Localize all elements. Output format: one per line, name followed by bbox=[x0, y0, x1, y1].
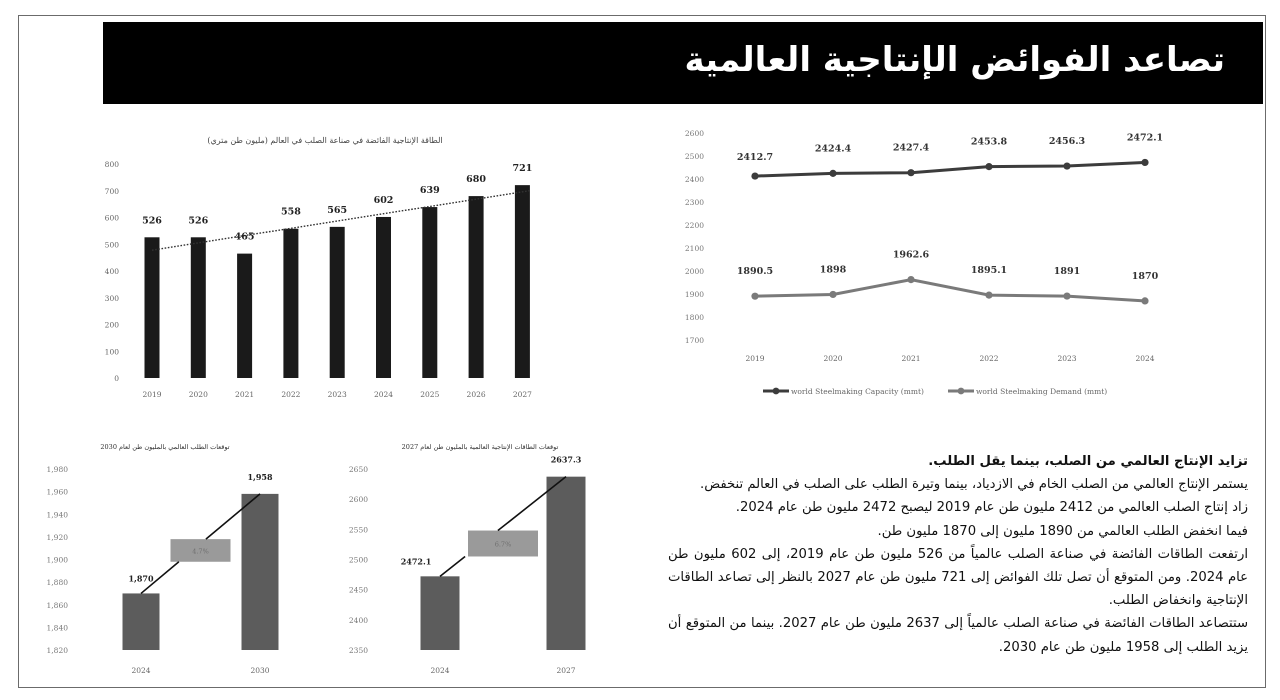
data-point bbox=[1141, 297, 1148, 304]
bar-value-label: 465 bbox=[234, 231, 255, 243]
data-point bbox=[985, 163, 992, 170]
bar-2024 bbox=[123, 593, 160, 650]
y-tick-label: 1,860 bbox=[46, 600, 68, 610]
demand-line bbox=[755, 280, 1145, 301]
bar-value-label: 565 bbox=[327, 204, 348, 216]
data-point bbox=[751, 293, 758, 300]
data-point bbox=[1141, 159, 1148, 166]
line-series bbox=[751, 159, 1148, 305]
y-tick-label: 400 bbox=[104, 267, 119, 276]
y-tick-label: 1900 bbox=[684, 290, 704, 299]
bar-2021 bbox=[237, 254, 252, 378]
delta-label: 6.7% bbox=[494, 540, 512, 549]
x-tick-label: 2022 bbox=[281, 390, 301, 399]
x-tick-label: 2024 bbox=[1135, 354, 1155, 363]
legend-label: world Steelmaking Demand (mmt) bbox=[976, 387, 1108, 396]
legend-label: world Steelmaking Capacity (mmt) bbox=[791, 387, 924, 396]
x-tick-label: 2024 bbox=[373, 390, 394, 399]
data-point bbox=[907, 276, 914, 283]
bar-2030 bbox=[242, 494, 279, 650]
summary-line-1: يستمر الإنتاج العالمي من الصلب الخام في الازدياد، بينما وتيرة الطلب على الصلب في العالم تنخفض. bbox=[700, 477, 1248, 493]
y-tick-label: 2300 bbox=[684, 198, 704, 207]
x-tick-label: 2024 bbox=[430, 666, 450, 675]
y-tick-label: 500 bbox=[104, 240, 119, 250]
y-tick-label: 2550 bbox=[348, 525, 368, 535]
y-tick-label: 1,840 bbox=[46, 623, 68, 633]
x-tick-label: 2021 bbox=[901, 354, 921, 363]
y-tick-label: 2600 bbox=[684, 129, 704, 138]
x-tick-label: 2020 bbox=[823, 354, 843, 363]
point-value-label: 2427.4 bbox=[892, 142, 930, 154]
bar-2022 bbox=[283, 229, 298, 378]
y-tick-label: 1,880 bbox=[46, 578, 68, 588]
point-value-label: 2456.3 bbox=[1048, 136, 1086, 148]
bar-value-label: 526 bbox=[188, 215, 209, 227]
y-tick-label: 1,900 bbox=[46, 555, 68, 565]
point-value-label: 2472.1 bbox=[1126, 132, 1164, 144]
title-banner bbox=[103, 22, 1263, 104]
y-tick-label: 1700 bbox=[684, 336, 704, 345]
data-point bbox=[1063, 162, 1070, 169]
excess-capacity-bar-chart bbox=[95, 125, 555, 410]
x-tick-label: 2021 bbox=[235, 390, 255, 399]
y-axis-ticks bbox=[685, 129, 704, 345]
data-point bbox=[829, 170, 836, 177]
bar-value-label: 558 bbox=[280, 206, 301, 218]
summary-line-2: زاد إنتاج الصلب العالمي من 2412 مليون طن عام 2019 ليصبح 2472 مليون طن عام 2024. bbox=[735, 500, 1248, 516]
y-tick-label: 2500 bbox=[348, 555, 368, 565]
point-value-label: 2424.4 bbox=[814, 143, 852, 155]
capacity-demand-line-chart bbox=[670, 120, 1230, 410]
point-value-label: 1870 bbox=[1131, 270, 1159, 282]
chart-title: الطاقة الإنتاجية الفائضة في صناعة الصلب في العالم (مليون طن متري) bbox=[207, 136, 443, 145]
y-tick-label: 2650 bbox=[348, 465, 368, 474]
data-point bbox=[829, 291, 836, 298]
y-tick-label: 200 bbox=[104, 320, 119, 330]
x-axis-ticks bbox=[745, 354, 1154, 363]
bar-2026 bbox=[469, 196, 484, 378]
legend bbox=[763, 387, 1107, 396]
trend-connector bbox=[440, 556, 465, 576]
bar-2019 bbox=[145, 237, 160, 378]
summary-heading: تزايد الإنتاج العالمي من الصلب، بينما يقل الطلب. bbox=[928, 454, 1248, 469]
x-tick-label: 2023 bbox=[1057, 354, 1077, 363]
point-value-label: 1962.6 bbox=[892, 249, 930, 261]
y-tick-label: 2400 bbox=[348, 615, 368, 625]
point-value-label: 2453.8 bbox=[970, 136, 1008, 148]
chart-title: توقعات الطلب العالمي بالمليون طن لعام 2030 bbox=[100, 443, 230, 451]
summary-text-block bbox=[668, 450, 1248, 659]
y-tick-label: 2000 bbox=[684, 267, 704, 276]
data-labels bbox=[737, 132, 1163, 281]
demand-forecast-waterfall-chart bbox=[30, 435, 330, 680]
y-tick-label: 2100 bbox=[684, 244, 704, 253]
point-value-label: 2412.7 bbox=[736, 152, 774, 164]
point-value-label: 1895.1 bbox=[970, 265, 1008, 277]
data-point bbox=[1063, 292, 1070, 299]
x-tick-label: 2027 bbox=[512, 390, 532, 399]
capacity-forecast-waterfall-chart bbox=[330, 435, 630, 680]
y-tick-label: 1800 bbox=[684, 313, 704, 322]
summary-line-3: فيما انخفض الطلب العالمي من 1890 مليون إلى 1870 مليون طن. bbox=[877, 523, 1248, 539]
bar-value-label: 602 bbox=[373, 194, 394, 206]
bar-value-label: 2472.1 bbox=[400, 556, 432, 567]
chart-title: توقعات الطاقات الإنتاجية العالمية بالمليون طن لعام 2027 bbox=[401, 443, 559, 451]
bar-value-label: 526 bbox=[142, 215, 162, 227]
y-tick-label: 1,940 bbox=[46, 510, 68, 520]
y-tick-label: 2600 bbox=[348, 495, 368, 505]
x-tick-label: 2019 bbox=[142, 390, 162, 399]
y-tick-label: 0 bbox=[114, 374, 119, 383]
y-tick-label: 2500 bbox=[684, 152, 704, 161]
x-tick-label: 2024 bbox=[131, 666, 151, 675]
x-tick-label: 2020 bbox=[188, 390, 208, 399]
y-tick-label: 300 bbox=[104, 293, 119, 303]
page-title: تصاعد الفوائض الإنتاجية العالمية bbox=[684, 40, 1225, 80]
bar-2024 bbox=[421, 576, 460, 650]
data-point bbox=[907, 169, 914, 176]
point-value-label: 1891 bbox=[1053, 266, 1081, 278]
summary-line-4: ارتفعت الطاقات الفائضة في صناعة الصلب عالمياً من 526 مليون طن عام 2019، إلى 602 مليون طن عام 2024. ومن المتوقع أن تصل تلك الفوائض إلى 721 مليون طن عام 2027 بالنظر إلى تصاعد الطاقات الإنتاجية وانخفاض الطلب. bbox=[668, 546, 1249, 609]
capacity-line bbox=[755, 162, 1145, 176]
y-tick-label: 1,960 bbox=[46, 487, 68, 497]
x-tick-label: 2025 bbox=[420, 390, 440, 399]
x-tick-label: 2023 bbox=[327, 390, 347, 399]
bar-value-label: 2637.3 bbox=[550, 454, 582, 465]
y-tick-label: 1,820 bbox=[46, 646, 68, 655]
bar-2025 bbox=[422, 207, 437, 378]
y-tick-label: 2450 bbox=[348, 585, 368, 595]
y-tick-label: 100 bbox=[104, 347, 119, 357]
y-tick-label: 1,980 bbox=[46, 465, 68, 474]
bar-2024 bbox=[376, 217, 391, 378]
bar-2027 bbox=[515, 185, 530, 378]
y-tick-label: 1,920 bbox=[46, 532, 68, 542]
data-point bbox=[751, 172, 758, 179]
summary-line-5: ستتصاعد الطاقات الفائضة في صناعة الصلب عالمياً إلى 2637 مليون طن عام 2027. بينما من المتوقع أن يزيد الطلب إلى 1958 مليون طن عام 2030. bbox=[668, 616, 1249, 655]
bar-value-label: 721 bbox=[512, 163, 533, 175]
delta-label: 4.7% bbox=[192, 547, 209, 556]
x-tick-label: 2026 bbox=[466, 390, 486, 399]
y-tick-label: 2400 bbox=[684, 175, 704, 184]
bar-value-label: 680 bbox=[466, 174, 487, 186]
x-tick-label: 2027 bbox=[556, 666, 576, 675]
bar-value-label: 1,958 bbox=[247, 471, 273, 482]
y-tick-label: 800 bbox=[104, 160, 119, 169]
x-tick-label: 2030 bbox=[250, 666, 270, 675]
bar-2027 bbox=[547, 477, 586, 650]
data-point bbox=[985, 292, 992, 299]
y-tick-label: 700 bbox=[104, 186, 119, 196]
bar-value-label: 1,870 bbox=[128, 573, 154, 584]
bar-2020 bbox=[191, 237, 206, 378]
bar-2023 bbox=[330, 227, 345, 378]
x-tick-label: 2022 bbox=[979, 354, 999, 363]
point-value-label: 1898 bbox=[819, 264, 847, 276]
point-value-label: 1890.5 bbox=[736, 266, 774, 278]
x-tick-label: 2019 bbox=[745, 354, 765, 363]
x-axis-ticks bbox=[142, 390, 532, 399]
y-tick-label: 600 bbox=[104, 213, 119, 223]
bar-value-label: 639 bbox=[419, 185, 440, 197]
y-axis-ticks bbox=[105, 160, 120, 383]
y-tick-label: 2200 bbox=[684, 221, 704, 230]
y-tick-label: 2350 bbox=[348, 646, 368, 655]
